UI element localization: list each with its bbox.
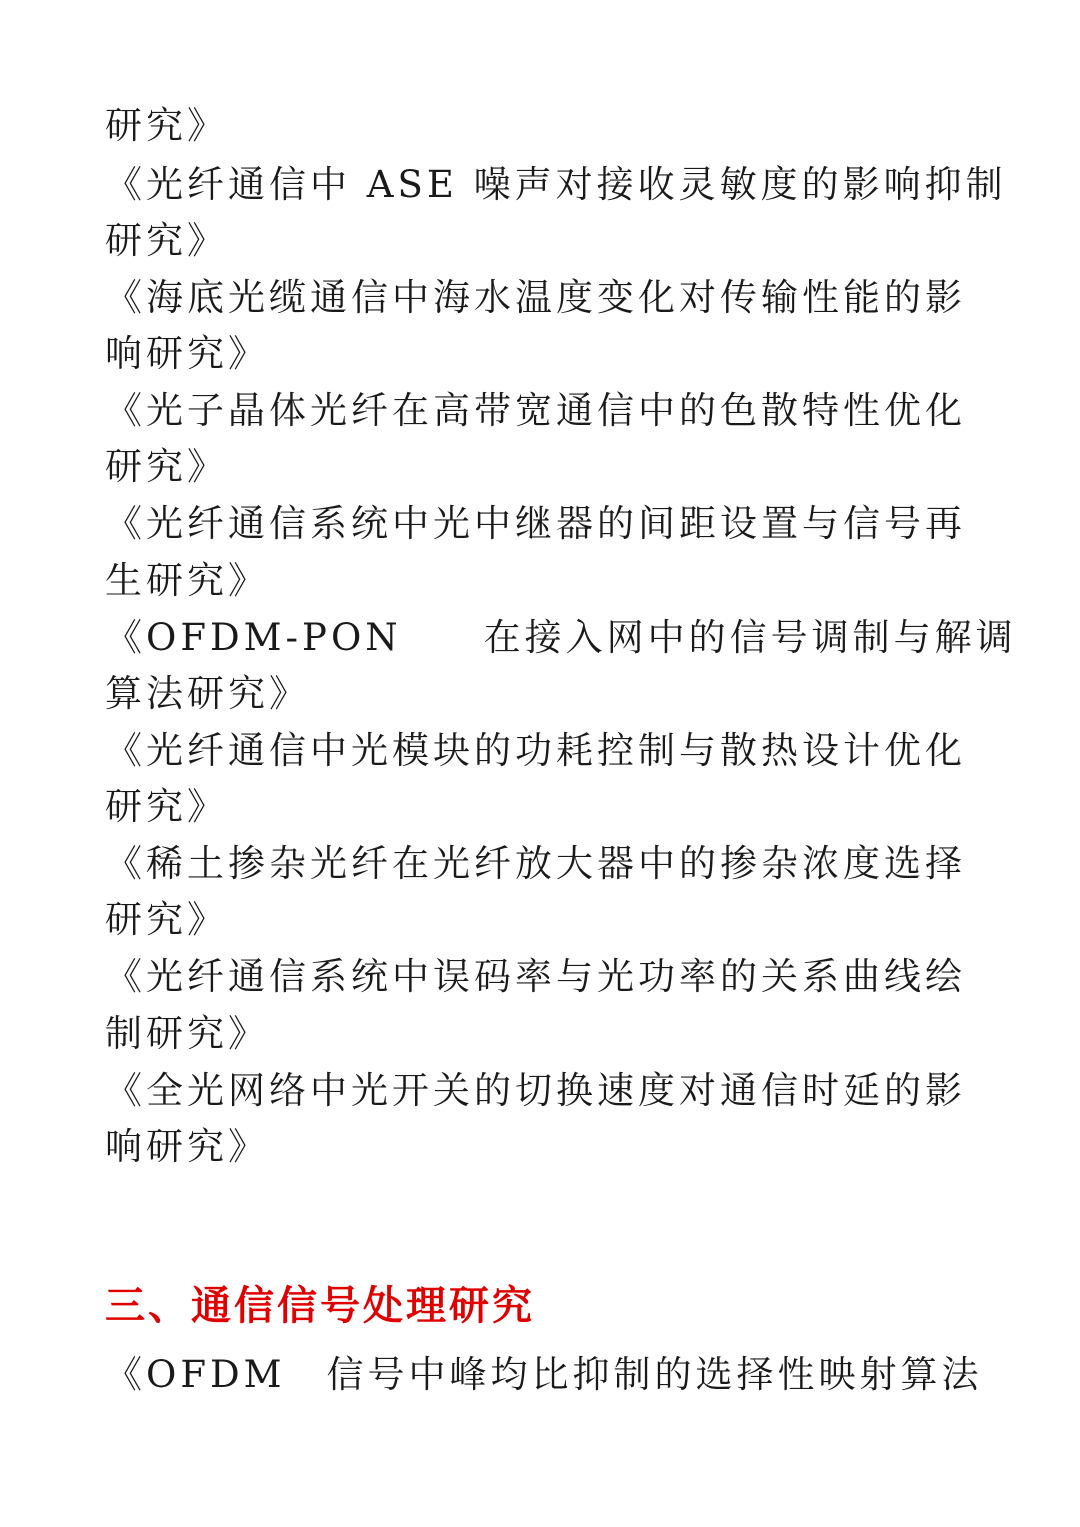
title-line-2: 《光纤通信中 ASE 噪声对接收灵敏度的影响抑制 [105, 163, 1007, 206]
document-page [105, 0, 1017, 1527]
title-line-7: 研究》 [105, 445, 228, 488]
title-line-5: 响研究》 [105, 332, 269, 375]
title-line-18: 《全光网络中光开关的切换速度对通信时延的影 [105, 1069, 966, 1112]
title-line-4: 《海底光缆通信中海水温度变化对传输性能的影 [105, 276, 966, 319]
title-line-1: 研究》 [105, 104, 228, 147]
section-heading: 三、通信信号处理研究 [105, 1282, 535, 1329]
title-line-17: 制研究》 [105, 1012, 269, 1055]
title-line-16: 《光纤通信系统中误码率与光功率的关系曲线绘 [105, 955, 966, 998]
title-line-12: 《光纤通信中光模块的功耗控制与散热设计优化 [105, 729, 966, 772]
title-line-15: 研究》 [105, 898, 228, 941]
title-line-8: 《光纤通信系统中光中继器的间距设置与信号再 [105, 502, 966, 545]
title-line-3: 研究》 [105, 219, 228, 262]
title-line-14: 《稀土掺杂光纤在光纤放大器中的掺杂浓度选择 [105, 842, 966, 885]
title-line-19: 响研究》 [105, 1125, 269, 1168]
title-line-13: 研究》 [105, 785, 228, 828]
title-line-10: 《OFDM-PON 在接入网中的信号调制与解调 [105, 616, 1017, 659]
title-line-11: 算法研究》 [105, 672, 310, 715]
section-first-line: 《OFDM 信号中峰均比抑制的选择性映射算法 [105, 1353, 983, 1396]
title-line-9: 生研究》 [105, 559, 269, 602]
title-line-6: 《光子晶体光纤在高带宽通信中的色散特性优化 [105, 389, 966, 432]
